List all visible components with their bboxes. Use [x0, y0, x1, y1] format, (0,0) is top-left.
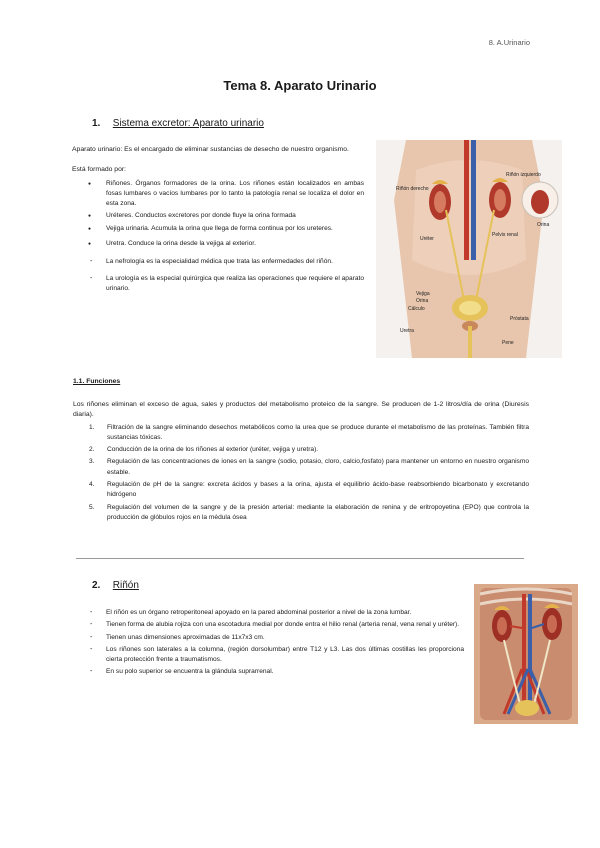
- page-title: Tema 8. Aparato Urinario: [223, 78, 377, 93]
- list-item: 1. Filtración de la sangre eliminando desechos metabólicos como la urea que se produce durante el metabolismo de las proteínas. También filtra sustancias tóxicas.: [89, 423, 529, 441]
- list-item-text: Regulación de las concentraciones de iones en la sangre (sodio, potasio, cloro, calcio,fosfato) para mantener un entorno en nuestro organismo estable.: [107, 458, 529, 476]
- notes-list: [72, 257, 364, 294]
- urinary-system-illustration: [376, 140, 562, 358]
- list-item: - El riñón es un órgano retroperitoneal apoyado en la pared abdominal posterior a nivel de la zona lumbar.: [72, 608, 464, 618]
- section-number: 1.: [92, 118, 101, 129]
- list-item: - La nefrología es la especialidad médica que trata las enfermedades del riñón.: [72, 257, 364, 267]
- list-item: 2. Conducción de la orina de los riñones al exterior (uréter, vejiga y uretra).: [89, 446, 319, 454]
- list-item: ● Uréteres. Conductos excretores por donde fluye la orina formada: [72, 211, 364, 221]
- kidney-anatomy-figure: [474, 584, 578, 724]
- label-orina: Orina: [537, 222, 550, 228]
- list-item: - La urología es la especial quirúrgica que realiza las operaciones que requiere el aparato urinario.: [72, 274, 364, 295]
- label-rinon-izquierdo: Riñón izquierdo: [506, 172, 541, 178]
- label-prostata: Próstata: [510, 316, 529, 322]
- label-pelvis-renal: Pelvis renal: [492, 232, 518, 238]
- label-ureter: Uréter: [420, 236, 434, 242]
- formed-by-label: Está formado por:: [72, 166, 127, 174]
- list-item: - Tienen unas dimensiones aproximadas de 11x7x3 cm.: [72, 633, 464, 643]
- section-title: Sistema excretor: Aparato urinario: [112, 118, 264, 129]
- section-2-text: [72, 608, 464, 678]
- section-title: Riñón: [112, 580, 139, 591]
- section-divider: [76, 558, 524, 559]
- list-item-text: Conducción de la orina de los riñones al exterior (uréter, vejiga y uretra).: [107, 446, 319, 454]
- functions-intro: Los riñones eliminan el exceso de agua, sales y productos del metabolismo proteico de la sangre. Se producen de 1-2 litros/día de orina (Diuresis diaria).: [73, 401, 529, 419]
- list-item: 3. Regulación de las concentraciones de iones en la sangre (sodio, potasio, cloro, calcio,fosfato) para mantener un entorno en nuestro organismo estable.: [89, 458, 529, 476]
- section-number: 2.: [92, 580, 101, 591]
- list-item-text: Filtración de la sangre eliminando desechos metabólicos como la urea que se produce durante el metabolismo de las proteínas. También filtra sustancias tóxicas.: [107, 423, 529, 441]
- kidney-facts-list: [72, 608, 464, 678]
- urinary-system-figure: [376, 140, 562, 358]
- section-1-text: [72, 145, 364, 294]
- label-rinon-derecho: Riñón derecho: [396, 186, 429, 192]
- running-header: 8. A.Urinario: [488, 38, 530, 47]
- list-item: ● Vejiga urinaria. Acumula la orina que llega de forma continua por los ureteres.: [72, 224, 364, 234]
- list-item: 5. Regulación del volumen de la sangre y de la presión arterial: mediante la elaboración de renina y de eritropoyetina (EPO) que controla la producción de glóbulos rojos en la médula ósea: [89, 503, 529, 521]
- label-vejiga: Vejiga: [416, 291, 430, 297]
- label-calculo: Cálculo: [408, 306, 425, 312]
- section-2-heading: [92, 580, 139, 591]
- list-item-text: Regulación de pH de la sangre: excreta ácidos y bases a la orina, ajusta el equilibrio ácido-base reabsorbiendo bicarbonato y excretando hidrógeno: [107, 481, 529, 499]
- section-1-heading: [92, 118, 264, 129]
- list-item-text: Regulación del volumen de la sangre y de la presión arterial: mediante la elaboración de renina y de eritropoyetina (EPO) que controla la producción de glóbulos rojos en la médula ósea: [107, 503, 529, 521]
- subsection-1-1-body: [73, 400, 529, 523]
- list-item: ● Uretra. Conduce la orina desde la vejiga al exterior.: [72, 239, 364, 249]
- label-uretra: Uretra: [400, 328, 414, 334]
- list-item: ● Riñones. Órganos formadores de la orina. Los riñones están localizados en ambas fosas lumbares o vacíos lumbares por lo tanto la patología renal se localiza el dolor en esta zona.: [72, 179, 364, 210]
- label-orina-2: Orina: [416, 298, 429, 304]
- list-item: 4. Regulación de pH de la sangre: excreta ácidos y bases a la orina, ajusta el equilibrio ácido-base reabsorbiendo bicarbonato y excretando hidrógeno: [89, 481, 529, 499]
- subsection-1-1-heading: 1.1. Funciones: [73, 378, 121, 385]
- intro-paragraph: Aparato urinario: Es el encargado de eliminar sustancias de desecho de nuestro organismo.: [72, 146, 349, 153]
- kidney-anatomy-illustration: [474, 584, 578, 724]
- functions-list: [73, 423, 529, 524]
- list-item: - Los riñones son laterales a la columna, (región dorsolumbar) entre T12 y L3. Las dos últimas costillas les proporciona cierta protección frente a traumatismos.: [72, 645, 464, 666]
- label-pene: Pene: [502, 340, 514, 346]
- parts-list: [72, 179, 364, 250]
- list-item: - Tienen forma de alubia rojiza con una escotadura medial por donde entra el hilio renal (arteria renal, vena renal y uréter).: [72, 620, 464, 630]
- list-item: - En su polo superior se encuentra la glándula suprarrenal.: [72, 667, 464, 677]
